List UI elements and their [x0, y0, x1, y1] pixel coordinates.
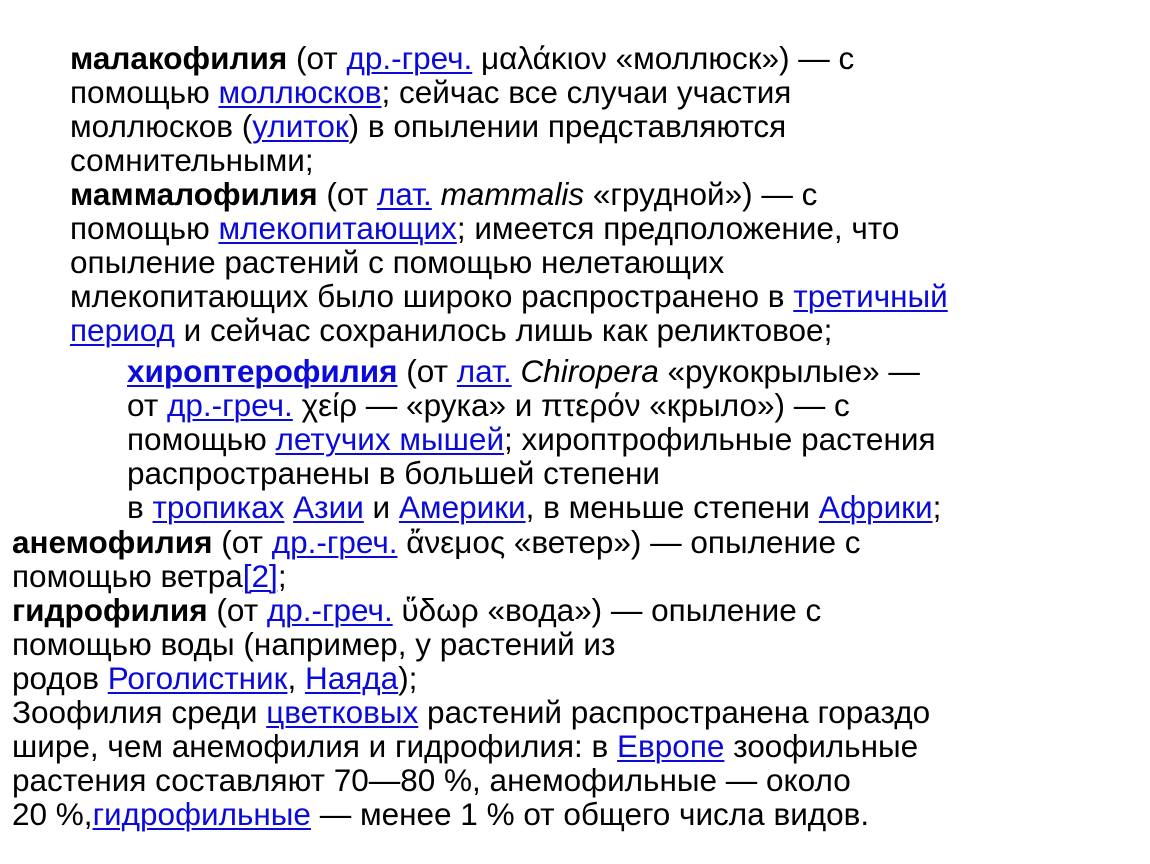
text: и сейчас сохранилось лишь как реликтовое; — [174, 312, 833, 348]
text-line — [127, 456, 1127, 490]
text-line — [70, 313, 1145, 347]
text: опыление растений с помощью нелетающих — [70, 244, 725, 280]
link-ancient-greek[interactable]: др.-греч. — [266, 592, 393, 628]
text: млекопитающих было широко распространено в — [70, 278, 794, 314]
text-line — [70, 211, 1145, 245]
text: — менее 1 % от общего числа видов. — [310, 796, 870, 832]
text: и — [363, 489, 399, 525]
text-line — [12, 661, 1142, 695]
text: помощью — [127, 421, 276, 457]
term-anemophily: анемофилия — [12, 524, 213, 560]
text: родов — [12, 660, 108, 696]
link-europe[interactable]: Европе — [617, 728, 725, 764]
text: ); — [398, 660, 418, 696]
link-mammals[interactable]: млекопитающих — [218, 210, 457, 246]
text: сомнительными; — [70, 142, 314, 178]
text: моллюсков ( — [70, 108, 253, 144]
malakophily-and-mammalophily-block — [70, 41, 1145, 347]
link-snails[interactable]: улиток — [252, 108, 349, 144]
link-latin[interactable]: лат. — [376, 176, 432, 212]
link-ancient-greek[interactable]: др.-греч. — [271, 524, 398, 560]
text: ; сейчас все случаи участия — [381, 74, 792, 110]
text: ; — [932, 489, 942, 525]
anemophily-hydrophily-zoophily-block — [12, 525, 1142, 831]
link-ancient-greek[interactable]: др.-греч. — [167, 387, 293, 423]
text-line — [12, 695, 1142, 729]
text: ; хироптрофильные растения — [504, 421, 936, 457]
text: 20 %, — [12, 796, 93, 832]
text — [432, 176, 441, 212]
text-line — [12, 763, 1142, 797]
link-asia[interactable]: Азии — [293, 489, 364, 525]
link-hydrophilous[interactable]: гидрофильные — [92, 796, 311, 832]
link-flowering-plants[interactable]: цветковых — [266, 694, 419, 730]
term-mammalophily: маммалофилия — [70, 176, 318, 212]
text-line — [12, 797, 1142, 831]
text: от — [127, 387, 168, 423]
link-latin[interactable]: лат. — [456, 353, 512, 389]
link-tertiary-period[interactable]: третичный — [793, 278, 948, 314]
text-line — [127, 490, 1127, 524]
text: шире, чем анемофилия и гидрофилия: в — [12, 728, 618, 764]
text: распространены в большей степени — [127, 455, 660, 491]
text: растений распространена гораздо — [418, 694, 931, 730]
link-najas[interactable]: Наяда — [304, 660, 399, 696]
text: (от — [397, 353, 457, 389]
text-line — [12, 559, 1142, 593]
text-line — [12, 593, 1142, 627]
term-hydrophily: гидрофилия — [12, 592, 208, 628]
text-line — [70, 279, 1145, 313]
text: χείρ — «рука» и πτερόν «крыло») — с — [292, 387, 850, 423]
text-line — [70, 245, 1145, 279]
link-africa[interactable]: Африки — [818, 489, 933, 525]
text: «грудной») — с — [584, 176, 818, 212]
text: ὕδωρ «вода») — опыление с — [392, 592, 822, 628]
text-line — [127, 422, 1127, 456]
text-line — [127, 354, 1127, 388]
chiropterophily-block — [127, 354, 1127, 524]
text: ) в опылении представляются — [348, 108, 787, 144]
text: ; имеется предположение, что — [456, 210, 900, 246]
text: в — [127, 489, 153, 525]
latin-word-chiropera: Chiropera — [520, 353, 659, 389]
text-line — [12, 525, 1142, 559]
text-line — [70, 143, 1145, 177]
text: μαλάκιον «моллюск») — с — [472, 40, 855, 76]
text: помощью ветра — [12, 558, 243, 594]
text: ; — [277, 558, 287, 594]
term-malakophily: малакофилия — [70, 40, 288, 76]
link-hornwort[interactable]: Роголистник — [107, 660, 288, 696]
text-line — [70, 75, 1145, 109]
text: помощью — [70, 210, 219, 246]
text-line — [70, 109, 1145, 143]
latin-word-mammalis: mammalis — [440, 176, 585, 212]
text-line — [70, 41, 1145, 75]
text: (от — [207, 592, 267, 628]
text-line — [70, 177, 1145, 211]
text: , — [287, 660, 305, 696]
text: (от — [212, 524, 272, 560]
link-bats[interactable]: летучих мышей — [275, 421, 505, 457]
text: (от — [317, 176, 377, 212]
text: ἄνεμος «ветер») — опыление с — [397, 524, 861, 560]
link-chiropterophily[interactable]: хироптерофилия — [127, 353, 398, 389]
link-tertiary-period-cont[interactable]: период — [70, 312, 175, 348]
link-ancient-greek[interactable]: др.-греч. — [346, 40, 473, 76]
text: помощью — [70, 74, 219, 110]
link-mollusks[interactable]: моллюсков — [218, 74, 382, 110]
text — [284, 489, 293, 525]
link-america[interactable]: Америки — [398, 489, 526, 525]
text: Зоофилия среди — [12, 694, 267, 730]
link-footnote-2[interactable]: [2] — [242, 558, 278, 594]
link-tropics[interactable]: тропиках — [152, 489, 285, 525]
text-line — [12, 627, 1142, 661]
text: растения составляют 70—80 %, анемофильные — около — [12, 762, 851, 798]
text: , в меньше степени — [525, 489, 819, 525]
text: (от — [287, 40, 347, 76]
text: «рукокрылые» — — [658, 353, 920, 389]
text: помощью воды (например, у растений из — [12, 626, 616, 662]
text-line — [127, 388, 1127, 422]
text-line — [12, 729, 1142, 763]
text: зоофильные — [724, 728, 919, 764]
